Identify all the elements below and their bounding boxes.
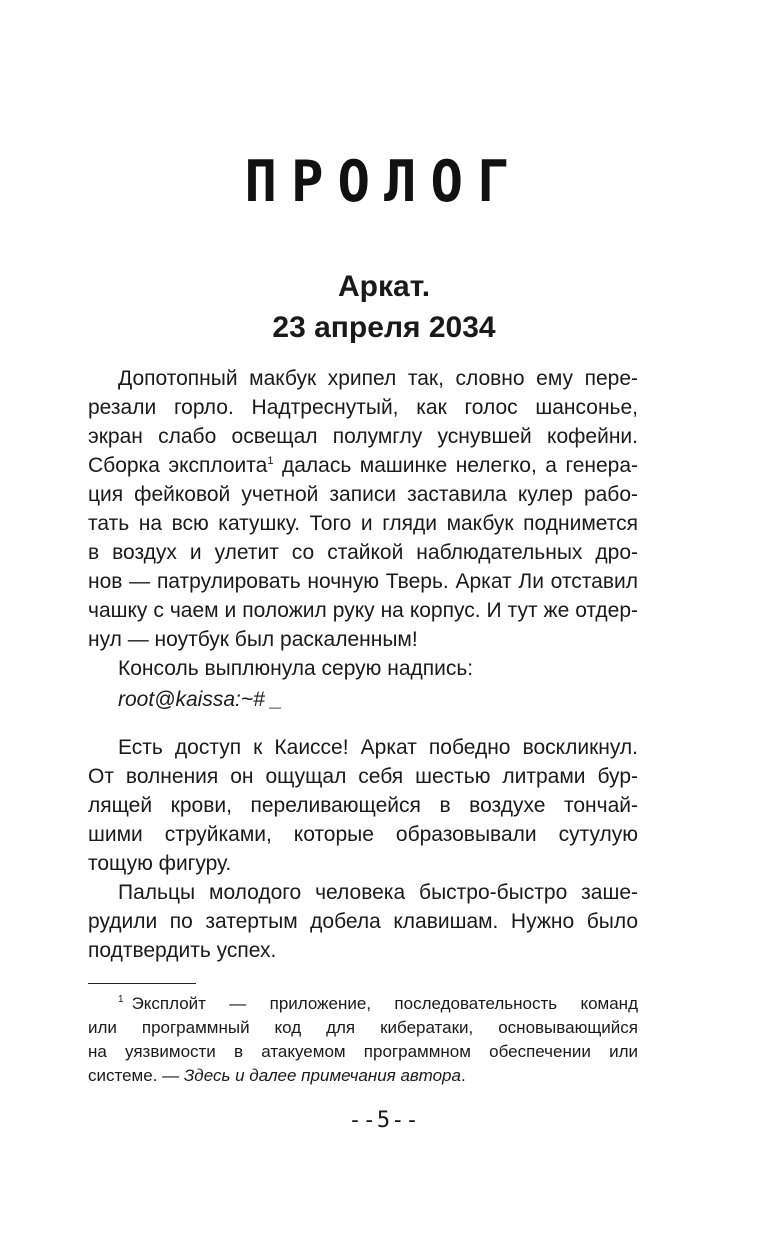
text-line: лящей крови, переливающейся в воздухе тончай- bbox=[88, 794, 638, 817]
text-line: тощую фигуру. bbox=[88, 852, 232, 875]
footnote-line bbox=[88, 992, 638, 1016]
text-line: От волнения он ощущал себя шестью литрами бур- bbox=[88, 765, 638, 788]
footnote bbox=[88, 992, 638, 1088]
paragraph-3 bbox=[88, 733, 638, 878]
text-line: нов — патрулировать ночную Тверь. Аркат Ли отставил bbox=[88, 570, 638, 593]
text-line bbox=[88, 451, 638, 480]
chapter-title: ПРОЛОГ bbox=[244, 148, 524, 215]
footnote-line bbox=[88, 1064, 638, 1088]
text-line: резали горло. Надтреснутый, как голос шансонье, bbox=[88, 396, 638, 419]
footnote-line: на уязвимости в атакуемом программном обеспечении или bbox=[88, 1042, 638, 1061]
paragraph-2 bbox=[88, 654, 638, 683]
paragraph-1 bbox=[88, 364, 638, 654]
text-fragment: далась машинке нелегко, а генера- bbox=[282, 454, 638, 477]
text-line: ция фейковой учетной записи заставила кулер рабо- bbox=[88, 483, 638, 506]
footnote-text: системе. — bbox=[88, 1066, 184, 1085]
page-number: --5-- bbox=[348, 1108, 420, 1133]
text-line: тать на всю катушку. Того и гляди макбук поднимется bbox=[88, 512, 638, 535]
footnote-text: Эксплойт — приложение, последовательность команд bbox=[131, 994, 638, 1013]
text-line: нул — ноутбук был раскаленным! bbox=[88, 628, 418, 651]
text-line: в воздух и улетит со стайкой наблюдательных дро- bbox=[88, 541, 638, 564]
section-heading-date: 23 апреля 2034 bbox=[272, 311, 496, 344]
text-line: рудили по затертым добела клавишам. Нужно было bbox=[88, 910, 638, 933]
text-line: подтвердить успех. bbox=[88, 939, 277, 962]
text-line: Консоль выплюнула серую надпись: bbox=[118, 657, 474, 680]
footnoted-term: Сборка эксплоита bbox=[88, 454, 268, 477]
text-line: чашку с чаем и положил руку на корпус. И тут же отдер- bbox=[88, 599, 638, 622]
footnote-divider bbox=[88, 983, 196, 984]
footnote-reference: 1 bbox=[267, 455, 274, 467]
footnote-marker: 1 bbox=[118, 994, 124, 1005]
paragraph-4 bbox=[88, 878, 638, 965]
footnote-line: или программный код для кибератаки, основывающийся bbox=[88, 1018, 638, 1037]
console-output: root@kaissa:~# _ bbox=[118, 688, 283, 711]
section-heading-name: Аркат. bbox=[337, 270, 431, 303]
text-line: Есть доступ к Каиссе! Аркат победно воскликнул. bbox=[118, 736, 638, 759]
footnote-text: . bbox=[460, 1066, 466, 1085]
footnote-attribution: Здесь и далее примечания автора bbox=[183, 1066, 461, 1085]
text-line: шими струйками, которые образовывали сутулую bbox=[88, 823, 638, 846]
text-line: Допотопный макбук хрипел так, словно ему пере- bbox=[118, 367, 638, 390]
text-line: экран слабо освещал полумглу уснувшей кофейни. bbox=[88, 425, 638, 448]
text-line: Пальцы молодого человека быстро-быстро заше- bbox=[118, 881, 638, 904]
